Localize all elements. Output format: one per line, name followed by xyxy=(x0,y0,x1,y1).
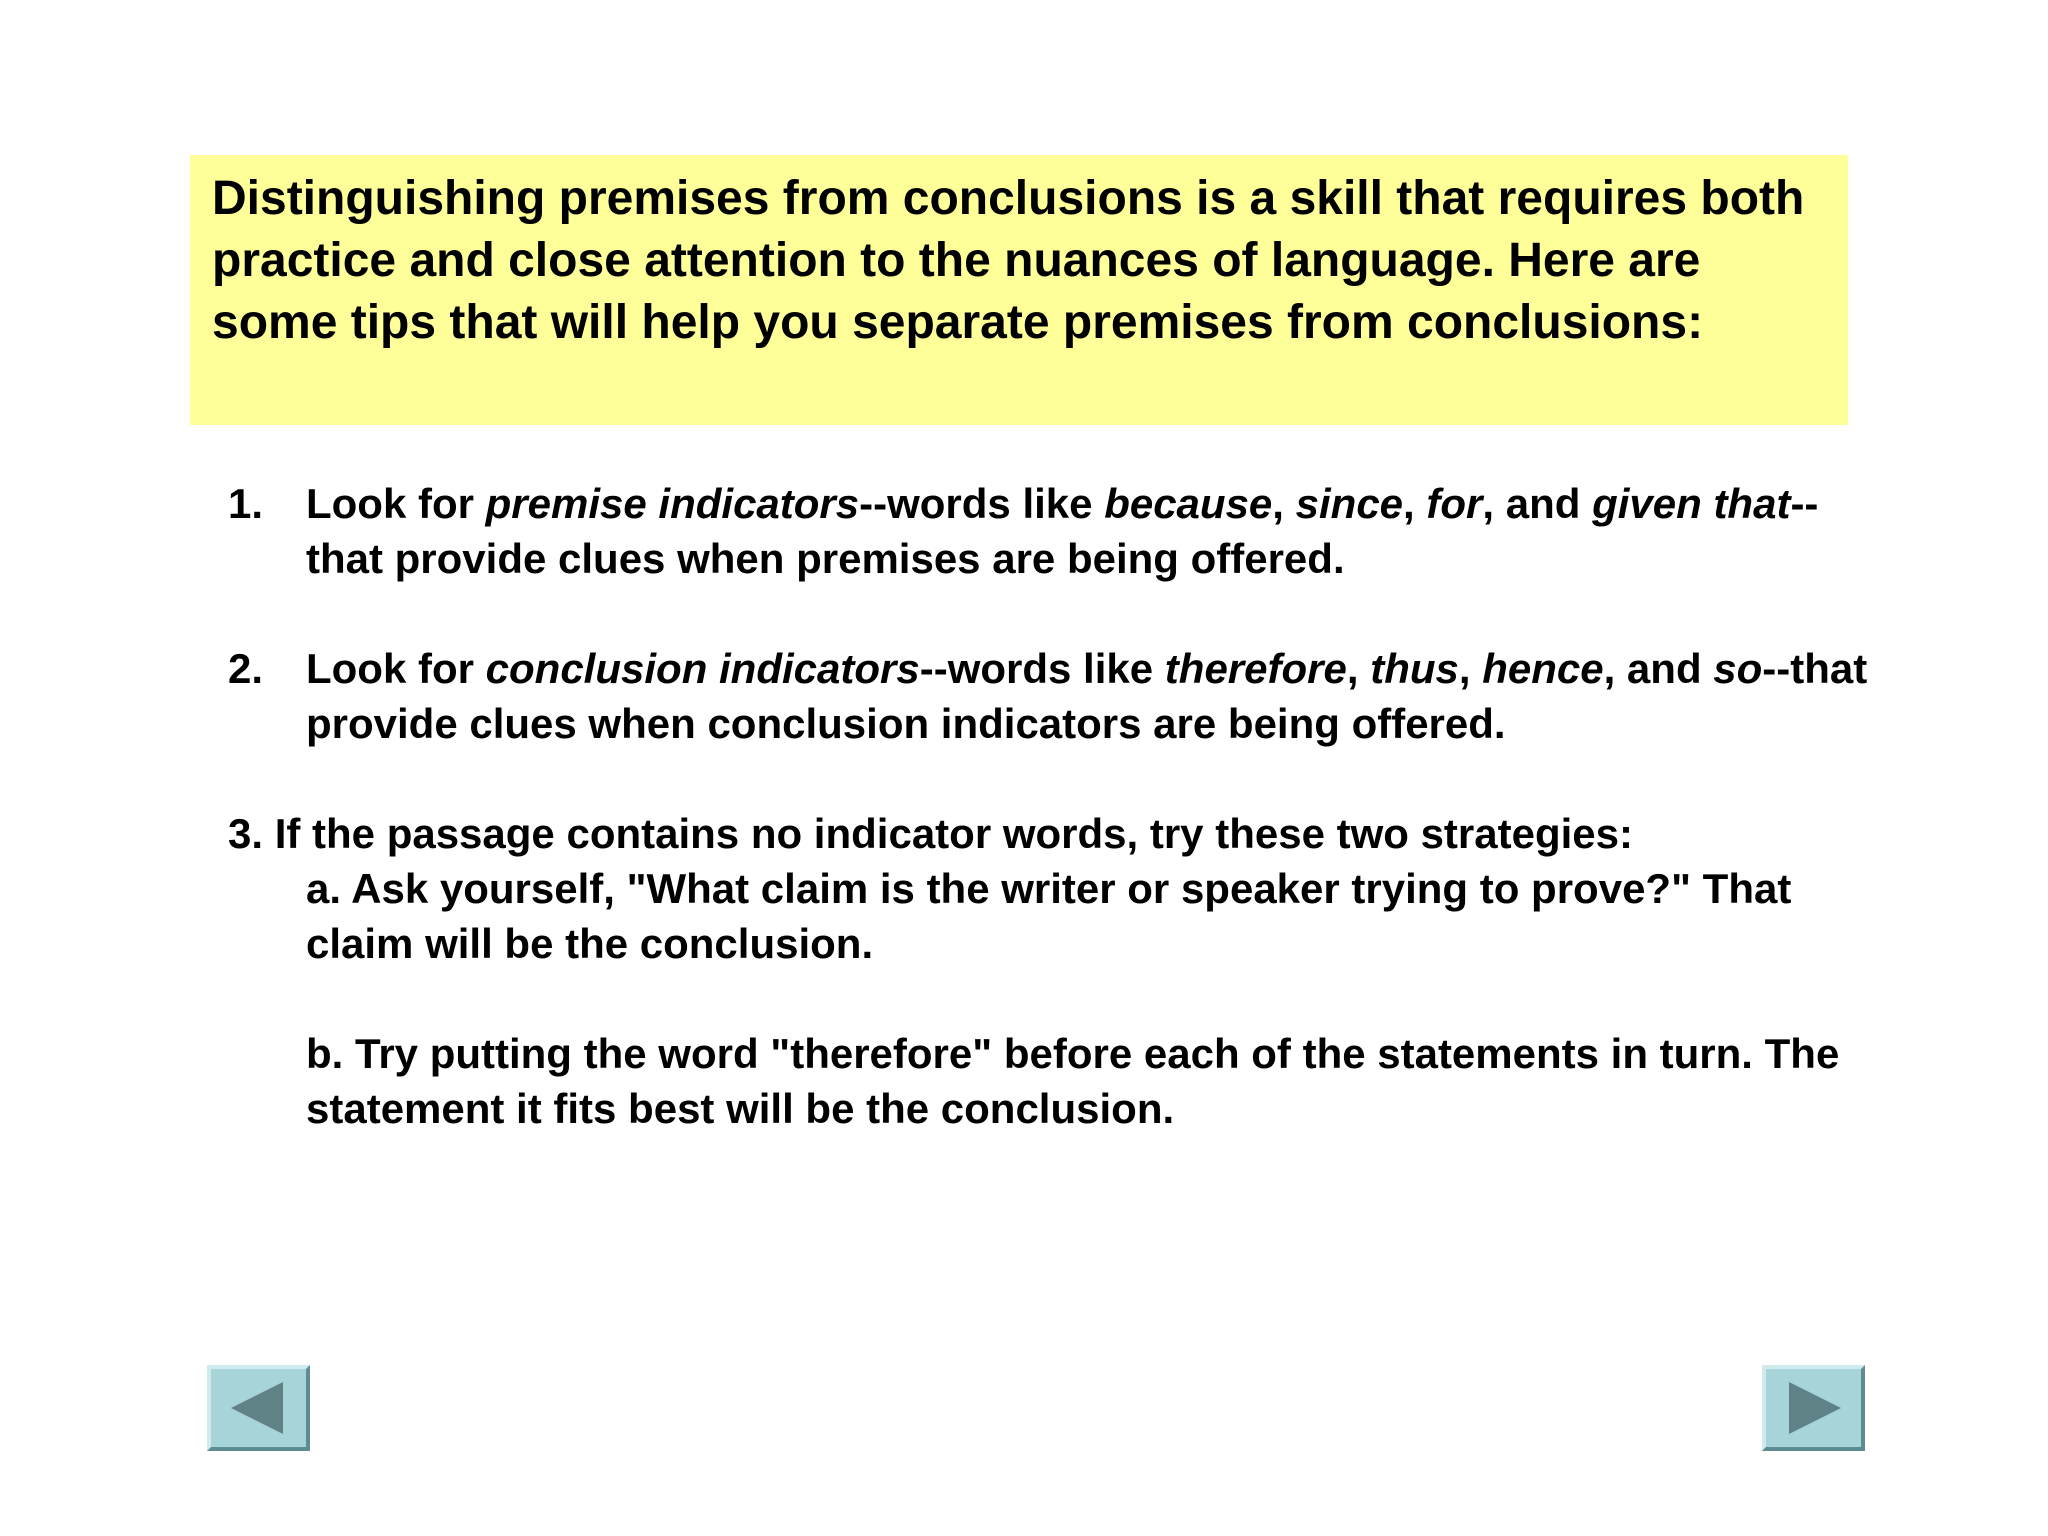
tip-3-heading: 3. If the passage contains no indicator words, try these two strategies: xyxy=(228,810,1633,857)
tip-1-number: 1. xyxy=(228,480,264,527)
strategy-b: b. Try putting the word "therefore" before each of the statements in turn. The statement it fits best will be the conclusion. xyxy=(306,1030,1840,1132)
triangle-right-icon xyxy=(1766,1369,1861,1447)
triangle-left-icon xyxy=(211,1369,306,1447)
intro-text: Distinguishing premises from conclusions is a skill that requires both practice and close attention to the nuances of language. Here are some tips that will help you separate premises from conclusions: xyxy=(212,172,1805,349)
tip-1-text: Look for premise indicators--words like because, since, for, and given that--that provide clues when premises are being offered. xyxy=(306,480,1819,582)
tip-2-text: Look for conclusion indicators--words like therefore, thus, hence, and so--that provide clues when conclusion indicators are being offered. xyxy=(306,645,1868,747)
tip-3-strategies xyxy=(228,861,1868,1136)
tips-list xyxy=(228,476,1868,1191)
strategy-a: a. Ask yourself, "What claim is the writer or speaker trying to prove?" That claim will be the conclusion. xyxy=(306,865,1792,967)
next-slide-button[interactable] xyxy=(1762,1365,1865,1451)
intro-box xyxy=(190,155,1848,425)
tip-2-number: 2. xyxy=(228,645,264,692)
previous-slide-button[interactable] xyxy=(207,1365,310,1451)
tip-2 xyxy=(228,641,1868,751)
tip-1 xyxy=(228,476,1868,586)
tip-3 xyxy=(228,806,1868,1136)
